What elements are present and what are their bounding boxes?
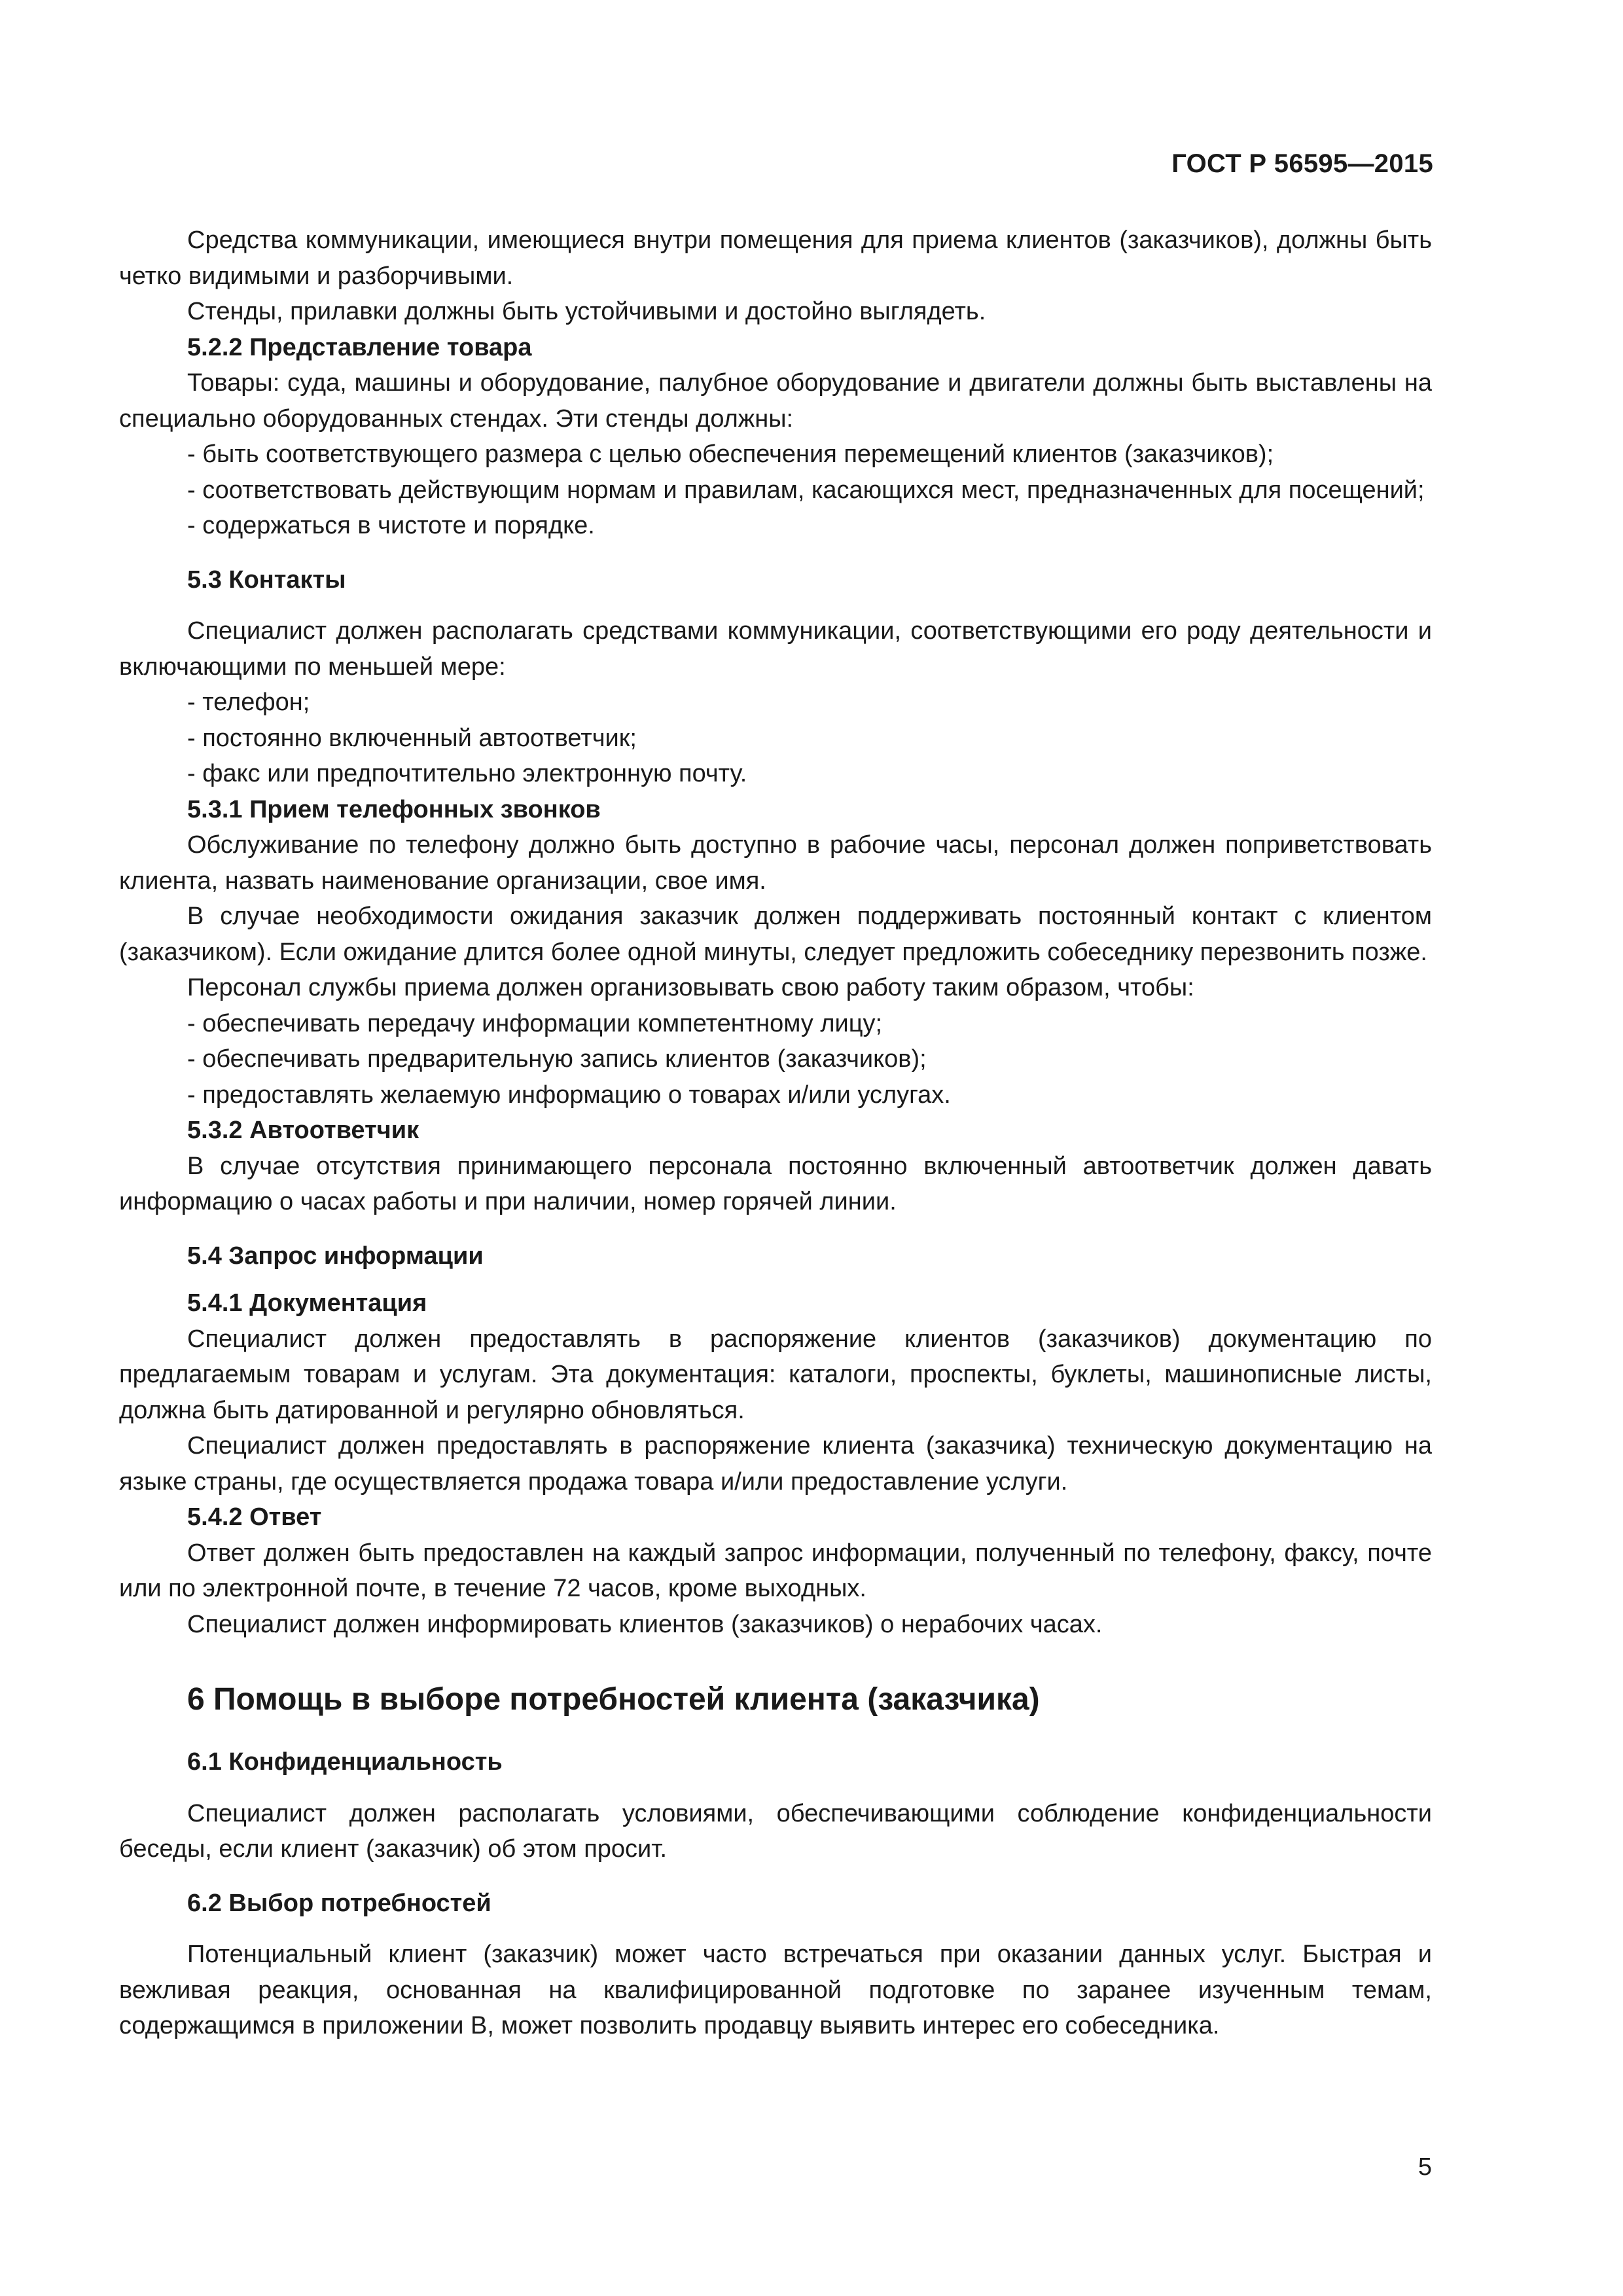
paragraph: Обслуживание по телефону должно быть доступно в рабочие часы, персонал должен поприветствовать клиента, назвать наименование организации, свое имя. xyxy=(119,831,1432,895)
section-heading: 5.3 Контакты xyxy=(187,565,346,594)
subsection-heading: 5.4.1 Документация xyxy=(187,1289,427,1317)
list-item: - обеспечивать передачу информации компетентному лицу; xyxy=(187,1009,883,1037)
paragraph: Персонал службы приема должен организовывать свою работу таким образом, чтобы: xyxy=(187,974,1194,1001)
section-heading: 5.4 Запрос информации xyxy=(187,1242,484,1270)
list-item: - телефон; xyxy=(187,689,310,716)
chapter-heading: 6 Помощь в выборе потребностей клиента (заказчика) xyxy=(187,1682,1040,1717)
list-item: - соответствовать действующим нормам и правилам, касающихся мест, предназначенных для посещений; xyxy=(187,476,1425,504)
paragraph: Специалист должен располагать условиями, обеспечивающими соблюдение конфиденциальности беседы, если клиент (заказчик) об этом просит. xyxy=(119,1799,1432,1863)
page-number: 5 xyxy=(1418,2153,1432,2181)
section-heading: 6.2 Выбор потребностей xyxy=(187,1889,491,1917)
document-header-id: ГОСТ Р 56595—2015 xyxy=(1171,149,1433,178)
document-body xyxy=(119,223,1432,2044)
subsection-heading: 5.2.2 Представление товара xyxy=(187,333,532,361)
list-item: - содержаться в чистоте и порядке. xyxy=(187,512,595,539)
section-heading: 6.1 Конфиденциальность xyxy=(187,1748,503,1776)
paragraph: В случае необходимости ожидания заказчик должен поддерживать постоянный контакт с клиентом (заказчиком). Если ожидание длится более одной минуты, следует предложить собеседнику перезвонить позже. xyxy=(119,903,1432,966)
list-item: - предоставлять желаемую информацию о товарах и/или услугах. xyxy=(187,1081,951,1109)
paragraph: Специалист должен предоставлять в распоряжение клиентов (заказчиков) документацию по предлагаемым товарам и услугам. Эта документация: каталоги, проспекты, буклеты, машинописные листы, должна быть датированной и регулярно обновляться. xyxy=(119,1325,1432,1424)
paragraph: Потенциальный клиент (заказчик) может часто встречаться при оказании данных услуг. Быстрая и вежливая реакция, основанная на квалифицированной подготовке по заранее изученным темам, содержащимся в приложении В, может позволить продавцу выявить интерес его собеседника. xyxy=(119,1941,1432,2039)
paragraph: В случае отсутствия принимающего персонала постоянно включенный автоответчик должен давать информацию о часах работы и при наличии, номер горячей линии. xyxy=(119,1152,1432,1215)
subsection-heading: 5.4.2 Ответ xyxy=(187,1503,322,1531)
list-item: - постоянно включенный автоответчик; xyxy=(187,724,637,752)
paragraph: Товары: суда, машины и оборудование, палубное оборудование и двигатели должны быть выставлены на специально оборудованных стендах. Эти стенды должны: xyxy=(119,369,1432,433)
paragraph: Специалист должен располагать средствами коммуникации, соответствующими его роду деятельности и включающими по меньшей мере: xyxy=(119,617,1432,681)
subsection-heading: 5.3.1 Прием телефонных звонков xyxy=(187,795,601,823)
paragraph: Стенды, прилавки должны быть устойчивыми и достойно выглядеть. xyxy=(187,298,986,325)
paragraph: Специалист должен информировать клиентов (заказчиков) о нерабочих часах. xyxy=(187,1610,1103,1638)
list-item: - быть соответствующего размера с целью обеспечения перемещений клиентов (заказчиков); xyxy=(187,440,1274,468)
subsection-heading: 5.3.2 Автоответчик xyxy=(187,1117,419,1144)
paragraph: Средства коммуникации, имеющиеся внутри помещения для приема клиентов (заказчиков), должны быть четко видимыми и разборчивыми. xyxy=(119,226,1432,290)
paragraph: Специалист должен предоставлять в распоряжение клиента (заказчика) техническую документацию на языке страны, где осуществляется продажа товара и/или предоставление услуги. xyxy=(119,1432,1432,1496)
paragraph: Ответ должен быть предоставлен на каждый запрос информации, полученный по телефону, факсу, почте или по электронной почте, в течение 72 часов, кроме выходных. xyxy=(119,1539,1432,1602)
list-item: - обеспечивать предварительную запись клиентов (заказчиков); xyxy=(187,1045,927,1073)
list-item: - факс или предпочтительно электронную почту. xyxy=(187,760,747,787)
